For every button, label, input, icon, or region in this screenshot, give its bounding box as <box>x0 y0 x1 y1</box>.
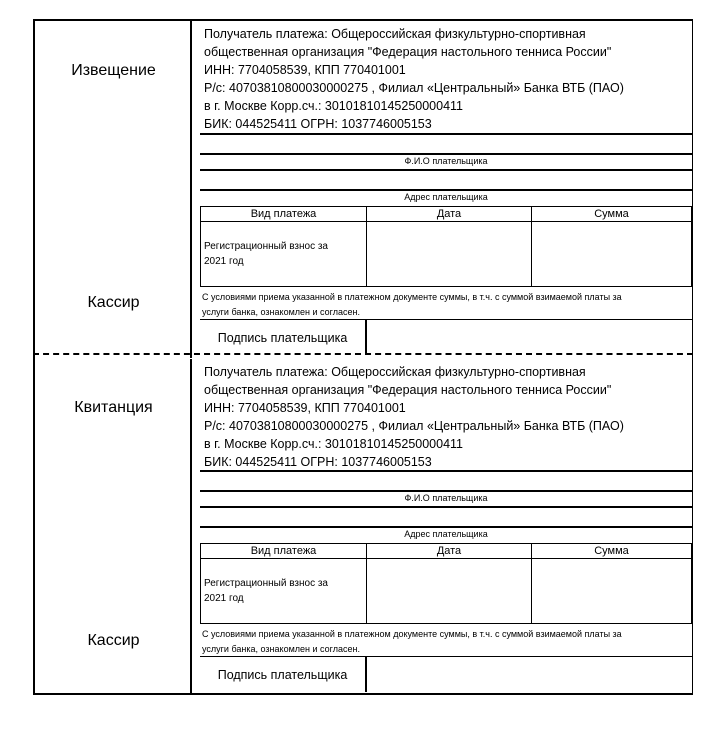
purpose-line: 2021 год <box>204 256 244 267</box>
inn-kpp-line: ИНН: 7704058539, КПП 770401001 <box>204 63 406 77</box>
payer-address-field[interactable] <box>200 526 692 528</box>
receipt-left-column <box>35 359 192 693</box>
bik-ogrn-line: БИК: 044525411 ОГРН: 1037746005153 <box>204 455 432 469</box>
terms-line: услуги банка, ознакомлен и согласен. <box>202 644 360 654</box>
terms-line: С условиями приема указанной в платежном документе суммы, в т.ч. с суммой взимаемой платы за <box>202 292 622 302</box>
divider-line <box>200 169 692 171</box>
terms-line: С условиями приема указанной в платежном документе суммы, в т.ч. с суммой взимаемой платы за <box>202 629 622 639</box>
notice-right-column <box>200 21 692 358</box>
purpose-line: Регистрационный взнос за <box>204 578 328 589</box>
terms-text <box>202 627 688 657</box>
payer-address-field[interactable] <box>200 189 692 191</box>
purpose-line: Регистрационный взнос за <box>204 241 328 252</box>
terms-line: услуги банка, ознакомлен и согласен. <box>202 307 360 317</box>
corr-account-line: в г. Москве Корр.сч.: 30101810145250000411 <box>204 437 464 451</box>
payment-purpose <box>201 222 367 287</box>
amount-header: Сумма <box>532 544 692 559</box>
receipt-right-column <box>200 359 692 693</box>
payment-type-header: Вид платежа <box>201 207 367 222</box>
corr-account-line: в г. Москве Корр.сч.: 30101810145250000411 <box>204 99 464 113</box>
payer-name-field[interactable] <box>200 490 692 492</box>
divider-line <box>200 133 692 135</box>
cut-line <box>33 353 693 355</box>
date-header: Дата <box>367 207 532 222</box>
bik-ogrn-line: БИК: 044525411 ОГРН: 1037746005153 <box>204 117 432 131</box>
recipient-line: общественная организация "Федерация настольного тенниса России" <box>204 383 612 397</box>
payment-table <box>200 543 692 624</box>
account-line: Р/с: 40703810800030000275 , Филиал «Центральный» Банка ВТБ (ПАО) <box>204 419 624 433</box>
inn-kpp-line: ИНН: 7704058539, КПП 770401001 <box>204 401 406 415</box>
payer-name-caption: Ф.И.О плательщика <box>404 493 488 503</box>
recipient-line: Получатель платежа: Общероссийская физкультурно-спортивная <box>204 365 586 379</box>
payer-address-caption: Адрес плательщика <box>404 529 488 539</box>
payer-name-field[interactable] <box>200 153 692 155</box>
receipt-title: Квитанция <box>74 399 153 416</box>
recipient-line: Получатель платежа: Общероссийская физкультурно-спортивная <box>204 27 586 41</box>
payment-table <box>200 206 692 287</box>
payer-name-caption: Ф.И.О плательщика <box>404 156 488 166</box>
divider-line <box>200 506 692 508</box>
cashier-label: Кассир <box>87 632 140 649</box>
amount-cell[interactable] <box>532 559 692 624</box>
payer-signature-field[interactable] <box>200 657 367 692</box>
notice-section <box>35 19 692 358</box>
amount-cell[interactable] <box>532 222 692 287</box>
purpose-line: 2021 год <box>204 593 244 604</box>
payer-address-caption: Адрес плательщика <box>404 192 488 202</box>
signature-label: Подпись плательщика <box>217 667 348 682</box>
date-header: Дата <box>367 544 532 559</box>
signature-label: Подпись плательщика <box>217 330 348 345</box>
payment-form <box>33 19 693 695</box>
divider-line <box>200 470 692 472</box>
terms-text <box>202 290 688 320</box>
recipient-details <box>204 25 624 133</box>
notice-left-column <box>35 21 192 358</box>
recipient-details <box>204 363 624 471</box>
notice-title: Извещение <box>71 62 156 79</box>
recipient-line: общественная организация "Федерация настольного тенниса России" <box>204 45 612 59</box>
date-cell[interactable] <box>367 559 532 624</box>
date-cell[interactable] <box>367 222 532 287</box>
amount-header: Сумма <box>532 207 692 222</box>
payment-type-header: Вид платежа <box>201 544 367 559</box>
payment-purpose <box>201 559 367 624</box>
cashier-label: Кассир <box>87 294 140 311</box>
account-line: Р/с: 40703810800030000275 , Филиал «Центральный» Банка ВТБ (ПАО) <box>204 81 624 95</box>
receipt-section <box>35 359 692 693</box>
payer-signature-field[interactable] <box>200 320 367 355</box>
